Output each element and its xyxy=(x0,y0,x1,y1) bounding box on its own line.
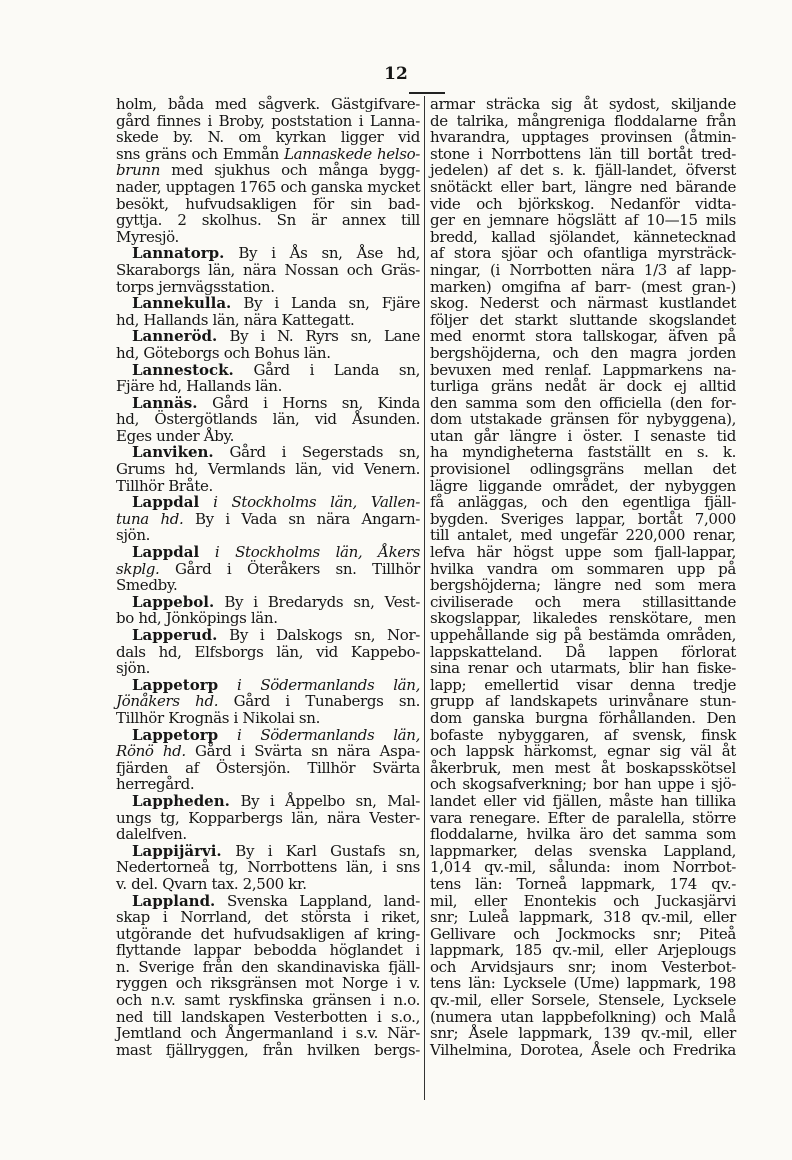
text-run xyxy=(218,676,237,694)
text-run xyxy=(199,493,213,511)
text-run: By i Dalskogs sn, Nor- xyxy=(217,626,420,644)
text-line xyxy=(116,793,420,810)
entry-headword: Lannatorp. xyxy=(132,244,225,263)
text-run: hd, Östergötlands län, vid Åsunden. xyxy=(116,410,420,429)
text-run: lägre liggande området, der nybyggen xyxy=(430,476,736,495)
text-run: Eges under Åby. xyxy=(116,426,235,445)
text-run: bygden. Sveriges lappar, bortåt 7,000 xyxy=(430,509,736,528)
text-run: By i Bredaryds sn, Vest- xyxy=(214,592,420,611)
entry-headword: Lappheden. xyxy=(132,791,230,810)
text-run: sjön. xyxy=(116,526,151,545)
text-line xyxy=(430,162,736,179)
text-line xyxy=(116,693,420,710)
text-run: dalelfven. xyxy=(116,825,187,844)
fraction: 1/3 xyxy=(643,260,667,279)
header-rule xyxy=(409,92,445,94)
text-line xyxy=(430,876,736,893)
text-run: vara renegare. Efter de paralella, större xyxy=(430,808,736,827)
entry-headword: Lapperud. xyxy=(132,626,218,644)
text-line xyxy=(430,893,736,910)
text-line xyxy=(430,378,736,395)
text-line xyxy=(430,660,736,677)
italic-text: i Stockholms län, Vallen- xyxy=(213,493,420,512)
entry-headword: Lanviken. xyxy=(132,443,214,462)
text-line xyxy=(430,975,736,992)
text-run: stone i Norrbottens län till bortåt tred- xyxy=(430,144,736,163)
text-run: Myresjö. xyxy=(116,227,179,246)
text-run: By i Vada sn nära Angarn- xyxy=(183,509,421,528)
entry-headword: Lappijärvi. xyxy=(132,841,222,860)
text-run: Gård i Landa sn, xyxy=(233,360,420,379)
text-run: fjärden af Östersjön. Tillhör Svärta xyxy=(116,758,420,777)
text-run: Gård i Horns sn, Kinda xyxy=(197,393,420,412)
text-line xyxy=(116,627,420,644)
text-run: utan går längre i öster. I senaste tid xyxy=(430,426,736,445)
text-line xyxy=(430,776,736,793)
text-line xyxy=(116,893,420,910)
text-line xyxy=(430,610,736,627)
text-run: mil, eller Enontekis och Juckasjärvi xyxy=(430,891,736,910)
text-line xyxy=(430,312,736,329)
text-line xyxy=(116,162,420,179)
text-run: civiliserade och mera stillasittande xyxy=(430,592,736,611)
text-run: torps jernvägsstation. xyxy=(116,277,275,296)
entry-headword: Lannestock. xyxy=(132,360,234,379)
text-line xyxy=(116,810,420,827)
text-run: skede by. N. om kyrkan ligger vid xyxy=(116,128,420,147)
text-line xyxy=(430,1042,736,1059)
text-line xyxy=(116,727,420,744)
text-run xyxy=(199,543,215,561)
text-line xyxy=(116,378,420,395)
text-run: bergshöjderna, och den magra jorden xyxy=(430,343,736,362)
text-run: lapp; emellertid visar denna tredje xyxy=(430,675,736,694)
text-run: bergshöjderna; längre ned som mera xyxy=(430,576,736,595)
text-run: Jemtland och Ångermanland i s.v. När- xyxy=(116,1024,420,1043)
italic-text: i Södermanlands län, xyxy=(237,725,420,744)
text-line xyxy=(430,345,736,362)
text-line xyxy=(430,444,736,461)
text-run: Gård i Segerstads sn, xyxy=(213,443,420,462)
text-line xyxy=(430,262,736,279)
text-run: flyttande lappar bebodda höglandet i xyxy=(116,941,420,960)
text-line xyxy=(116,146,420,163)
text-line xyxy=(116,362,420,379)
text-line xyxy=(116,826,420,843)
text-line xyxy=(430,129,736,146)
text-line xyxy=(116,527,420,544)
text-run: de talrika, mångreniga floddalarne från xyxy=(430,111,736,130)
text-run: vide och björkskog. Nedanför vidta- xyxy=(430,194,736,213)
text-line xyxy=(430,527,736,544)
text-run: få anläggas, och den egentliga fjäll- xyxy=(430,493,736,512)
text-line xyxy=(430,245,736,262)
text-run: By i Åppelbo sn, Mal- xyxy=(229,791,420,810)
right-column xyxy=(430,96,736,1058)
text-run: floddalarne, hvilka äro det samma som xyxy=(430,825,736,844)
text-line xyxy=(430,511,736,528)
text-line xyxy=(430,859,736,876)
text-line xyxy=(430,677,736,694)
text-run: hd, Göteborgs och Bohus län. xyxy=(116,343,331,362)
text-line xyxy=(430,926,736,943)
text-run: och n.v. samt ryskfinska gränsen i n.o. xyxy=(116,991,420,1010)
text-run: hvarandra, upptages provinsen (åtmin- xyxy=(430,128,736,147)
text-run: utgörande det hufvudsakligen af kring- xyxy=(116,924,420,943)
text-run: ungs tg, Kopparbergs län, nära Vester- xyxy=(116,808,420,827)
italic-text: skplg. xyxy=(116,559,160,578)
text-line xyxy=(430,146,736,163)
text-line xyxy=(116,328,420,345)
text-line xyxy=(116,511,420,528)
text-run: ryggen och riksgränsen mot Norge i v. xyxy=(116,974,420,993)
text-line xyxy=(116,760,420,777)
text-line xyxy=(430,362,736,379)
text-line xyxy=(430,113,736,130)
text-line xyxy=(116,444,420,461)
italic-text: tuna hd. xyxy=(116,509,184,528)
text-line xyxy=(430,627,736,644)
text-run: hd, Hallands län, nära Kattegatt. xyxy=(116,310,355,329)
text-run: bo hd, Jönköpings län. xyxy=(116,609,278,628)
entry-headword: Lappebol. xyxy=(132,592,215,611)
text-run: till antalet, med ungefär 220,000 renar, xyxy=(430,526,736,545)
text-run: Tillhör Krognäs i Nikolai sn. xyxy=(116,708,320,727)
text-line xyxy=(430,727,736,744)
text-run: Gård i Öteråkers sn. Tillhör xyxy=(159,559,420,578)
text-line xyxy=(116,876,420,893)
text-line xyxy=(116,843,420,860)
text-run: By i N. Ryrs sn, Lane xyxy=(217,327,420,346)
text-line xyxy=(430,461,736,478)
text-run: grupp af landskapets urinvånare stun- xyxy=(430,692,736,711)
text-line xyxy=(430,96,736,113)
text-line xyxy=(430,179,736,196)
text-line xyxy=(116,776,420,793)
text-line xyxy=(116,96,420,113)
text-run: ha myndigheterna fastställt en s. k. xyxy=(430,443,736,462)
text-line xyxy=(116,279,420,296)
text-run: landet eller vid fjällen, måste han tillika xyxy=(430,791,736,810)
text-run: tens län: Torneå lappmark, 174 qv.- xyxy=(430,874,736,893)
text-line xyxy=(430,1025,736,1042)
text-run: nader, upptagen 1765 och ganska mycket xyxy=(116,177,421,196)
text-line xyxy=(430,411,736,428)
text-run: skogslappar, likaledes renskötare, men xyxy=(430,609,736,628)
text-line xyxy=(116,129,420,146)
text-line xyxy=(116,1025,420,1042)
text-run: (numera utan lappbefolkning) och Malå xyxy=(430,1007,736,1026)
text-line xyxy=(116,295,420,312)
text-line xyxy=(116,660,420,677)
text-line xyxy=(116,610,420,627)
text-run: dom ganska burgna förhållanden. Den xyxy=(430,708,736,727)
text-run: Gellivare och Jockmocks snr; Piteå xyxy=(430,924,736,943)
text-line xyxy=(430,544,736,561)
text-line xyxy=(430,843,736,860)
text-line xyxy=(430,743,736,760)
text-line xyxy=(116,743,420,760)
text-run: snr; Åsele lappmark, 139 qv.-mil, eller xyxy=(430,1024,736,1043)
text-run: dals hd, Elfsborgs län, vid Kappebo- xyxy=(116,642,420,661)
italic-text: Jönåkers hd. xyxy=(116,692,219,711)
text-line xyxy=(430,594,736,611)
text-line xyxy=(430,395,736,412)
text-run: åkerbruk, men mest åt boskapsskötsel xyxy=(430,758,736,777)
text-line xyxy=(116,942,420,959)
text-run: lappmark, 185 qv.-mil, eller Arjeplougs xyxy=(430,941,736,960)
text-line xyxy=(430,826,736,843)
text-run xyxy=(218,726,237,744)
text-run: skap i Norrland, det största i riket, xyxy=(116,908,420,927)
text-line xyxy=(116,1042,420,1059)
text-line xyxy=(116,212,420,229)
entry-headword: Lannekulla. xyxy=(132,294,232,313)
text-line xyxy=(116,411,420,428)
text-line xyxy=(430,959,736,976)
entry-headword: Lappdal xyxy=(132,493,200,512)
text-run: marken) omgifna af barr- (mest gran-) xyxy=(430,277,736,296)
text-run: Gård i Svärta sn nära Aspa- xyxy=(185,742,421,761)
entry-headword: Lappdal xyxy=(132,543,200,562)
text-line xyxy=(430,942,736,959)
text-line xyxy=(116,710,420,727)
text-run: skog. Nederst och närmast kustlandet xyxy=(430,294,736,313)
page-number: 12 xyxy=(384,64,408,84)
text-line xyxy=(116,245,420,262)
text-run: Fjäre hd, Hallands län. xyxy=(116,377,283,396)
text-line xyxy=(116,594,420,611)
text-run: mast fjällryggen, från hvilken bergs- xyxy=(116,1040,420,1059)
text-line xyxy=(430,992,736,1009)
text-line xyxy=(430,1009,736,1026)
text-line xyxy=(116,577,420,594)
text-line xyxy=(430,279,736,296)
text-run: dom utstakade gränsen för nybyggena), xyxy=(430,410,736,429)
entry-headword: Lappetorp xyxy=(132,675,219,694)
text-line xyxy=(116,859,420,876)
text-run: af lapp- xyxy=(666,260,736,279)
text-line xyxy=(430,760,736,777)
text-line xyxy=(116,229,420,246)
text-run: Skaraborgs län, nära Nossan och Gräs- xyxy=(116,260,420,279)
text-line xyxy=(116,926,420,943)
text-line xyxy=(430,478,736,495)
text-run: lefva här högst uppe som fjall-lappar, xyxy=(430,543,736,562)
text-line xyxy=(116,544,420,561)
text-run: v. del. Qvarn tax. 2,500 kr. xyxy=(116,874,307,893)
text-line xyxy=(430,693,736,710)
text-run: lappskatteland. Då lappen förlorat xyxy=(430,642,736,661)
text-line xyxy=(116,428,420,445)
text-run: jedelen) af det s. k. fjäll-landet, öfverst xyxy=(430,161,736,180)
text-line xyxy=(430,810,736,827)
italic-text: Lannaskede helso- xyxy=(284,144,420,163)
text-line xyxy=(116,494,420,511)
text-line xyxy=(116,345,420,362)
text-line xyxy=(116,975,420,992)
text-run: Grums hd, Vermlands län, vid Venern. xyxy=(116,460,420,479)
italic-text: i Stockholms län, Åkers xyxy=(214,543,421,562)
text-line xyxy=(430,644,736,661)
column-divider xyxy=(424,96,425,1100)
text-run: snötäckt eller bart, längre ned bärande xyxy=(430,177,736,196)
entry-headword: Lappetorp xyxy=(132,725,219,744)
text-run: bredd, kallad sjölandet, kännetecknad xyxy=(430,227,736,246)
text-line xyxy=(116,478,420,495)
text-run: af stora sjöar och ofantliga myrsträck- xyxy=(430,244,736,263)
italic-text: i Södermanlands län, xyxy=(237,675,420,694)
text-line xyxy=(430,561,736,578)
text-run: By i Landa sn, Fjäre xyxy=(231,294,420,313)
italic-text: brunn xyxy=(116,161,161,180)
text-line xyxy=(430,577,736,594)
text-line xyxy=(430,793,736,810)
text-run: gyttja. 2 skolhus. Sn är annex till xyxy=(116,211,420,230)
text-run: turliga gräns nedåt är dock ej alltid xyxy=(430,377,736,396)
text-run: Tillhör Bråte. xyxy=(116,476,213,495)
text-run: ger en jemnare högslätt af 10—15 mils xyxy=(430,211,736,230)
text-run: provisionel odlingsgräns mellan det xyxy=(430,460,736,479)
text-line xyxy=(116,1009,420,1026)
text-line xyxy=(116,992,420,1009)
text-run: 1,014 qv.-mil, sålunda: inom Norrbot- xyxy=(430,858,736,877)
text-line xyxy=(430,196,736,213)
text-run: och Arvidsjaurs snr; inom Vesterbot- xyxy=(430,957,736,976)
text-run: n. Sverige från den skandinaviska fjäll- xyxy=(116,957,420,976)
text-run: den samma som den officiella (den for- xyxy=(430,393,736,412)
text-run: tens län: Lycksele (Ume) lappmark, 198 xyxy=(430,974,736,993)
text-line xyxy=(116,395,420,412)
entry-headword: Lanneröd. xyxy=(132,327,218,346)
text-line xyxy=(116,262,420,279)
text-line xyxy=(116,312,420,329)
text-run: gård finnes i Broby, poststation i Lanna- xyxy=(116,111,420,130)
text-run: qv.-mil, eller Sorsele, Stensele, Lycksele xyxy=(430,991,736,1010)
text-run: sjön. xyxy=(116,659,151,678)
text-run: Svenska Lappland, land- xyxy=(215,891,420,910)
text-run: By i Ås sn, Åse hd, xyxy=(224,244,420,263)
text-run: med sjukhus och många bygg- xyxy=(160,161,420,180)
text-run: Smedby. xyxy=(116,576,178,595)
text-run: snr; Luleå lappmark, 318 qv.-mil, eller xyxy=(430,908,736,927)
text-line xyxy=(430,494,736,511)
entry-headword: Lannäs. xyxy=(132,393,198,412)
text-run: Gård i Tunabergs sn. xyxy=(218,692,420,711)
text-run: armar sträcka sig åt sydost, skiljande xyxy=(430,95,736,113)
text-run: uppehållande sig på bestämda områden, xyxy=(430,626,736,644)
text-run: By i Karl Gustafs sn, xyxy=(221,841,420,860)
text-run: lappmarker, delas svenska Lappland, xyxy=(430,841,736,860)
text-run: bofaste nybyggaren, af svensk, finsk xyxy=(430,725,736,744)
text-run: ningar, (i Norrbotten nära xyxy=(430,260,644,279)
text-line xyxy=(430,428,736,445)
text-run: med enormt stora tallskogar, äfven på xyxy=(430,327,736,346)
text-line xyxy=(430,295,736,312)
text-run: bevuxen med renlaf. Lappmarkens na- xyxy=(430,360,736,379)
text-line xyxy=(116,677,420,694)
text-line xyxy=(116,959,420,976)
text-line xyxy=(116,909,420,926)
text-line xyxy=(116,113,420,130)
text-line xyxy=(116,179,420,196)
text-line xyxy=(430,212,736,229)
italic-text: Rönö hd. xyxy=(116,742,186,761)
text-run: sina renar och utarmats, blir han fiske- xyxy=(430,659,736,678)
text-run: holm, båda med sågverk. Gästgifvare- xyxy=(116,95,420,113)
text-run: och lappsk härkomst, egnar sig väl åt xyxy=(430,742,736,761)
entry-headword: Lappland. xyxy=(132,891,216,910)
text-run: hvilka vandra om sommaren upp på xyxy=(430,559,736,578)
text-run: Nedertorneå tg, Norrbottens län, i sns xyxy=(116,858,420,877)
text-run: följer det starkt sluttande skogslandet xyxy=(430,310,736,329)
text-run: besökt, hufvudsakligen för sin bad- xyxy=(116,194,420,213)
text-line xyxy=(116,561,420,578)
text-line xyxy=(116,461,420,478)
text-line xyxy=(430,909,736,926)
text-run: och skogsafverkning; bor han uppe i sjö- xyxy=(430,775,736,794)
left-column xyxy=(116,96,420,1058)
text-line xyxy=(116,644,420,661)
text-line xyxy=(430,229,736,246)
text-run: Vilhelmina, Dorotea, Åsele och Fredrika xyxy=(430,1040,736,1059)
text-line xyxy=(430,328,736,345)
text-run: ned till landskapen Vesterbotten i s.o., xyxy=(116,1007,420,1026)
text-run: sns gräns och Emmån xyxy=(116,144,285,163)
text-line xyxy=(430,710,736,727)
text-line xyxy=(116,196,420,213)
text-run: herregård. xyxy=(116,775,195,794)
